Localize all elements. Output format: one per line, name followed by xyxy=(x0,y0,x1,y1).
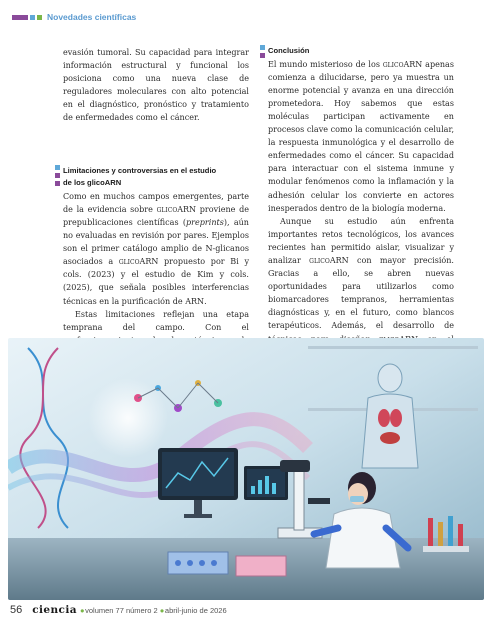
right-para-1 xyxy=(268,58,454,215)
limitations-heading xyxy=(63,165,249,190)
term-glicoarn: glicoARN xyxy=(309,256,349,265)
term-glicoarn: glicoARN xyxy=(382,59,423,69)
term-arn: ARN xyxy=(185,296,205,306)
heading-squares xyxy=(55,166,63,187)
page-footer xyxy=(10,604,227,620)
section-header xyxy=(12,10,136,24)
header-square-green xyxy=(37,15,42,20)
term-glicoarn: glicoARN xyxy=(118,257,159,267)
term-preprints: preprints xyxy=(185,217,224,227)
text-run: . xyxy=(204,296,207,306)
header-square-blue xyxy=(30,15,35,20)
lab-illustration xyxy=(8,338,484,600)
issue-volume: volumen 77 número 2 xyxy=(85,606,158,615)
heading-squares xyxy=(260,46,268,59)
left-para-1: evasión tumoral. Su capacidad para integrar información estructural y funcional los posiciona como una nueva clase de reguladores moleculares con alto potencial en el diagnóstico, pronóstico y tratamiento de enfermedades como el cáncer. xyxy=(63,48,249,123)
separator-dot: ● xyxy=(159,606,165,615)
text-run: Estas limitaciones reflejan una etapa temprana del campo. Con el xyxy=(63,309,249,332)
text-run: propuesto por Bi y cols. (2023) y el estudio de Kim y cols. (2025), que señala posibles interferencias técnicas en la purificación de xyxy=(63,257,249,306)
text-run: Como en muchos campos emergentes, parte de la evidencia sobre xyxy=(63,191,249,214)
heading-square-blue xyxy=(260,45,265,50)
text-run: proviene de prepublicaciones científicas ( xyxy=(63,204,249,227)
issue-info xyxy=(80,606,227,615)
text-run: ), aún no evaluadas en revisión por pares. Ejemplos son el primer catálogo amplio de N-glicanos asociados a xyxy=(63,217,249,267)
lab-illustration-svg xyxy=(8,338,484,600)
text-run: apenas comienza a dilucidarse, pero ya muestra un enorme potencial y avanza en una dirección prometedora. Hoy sabemos que estas moléculas participan activamente en procesos clave como la comunicación celular, la respuesta inmunológica y el desarrollo de enfermedades como el cáncer. Su capacidad para interactuar con el sistema inmune y modular fenómenos como la inflamación y la adhesión celular los convierte en actores inesperados dentro de la biología moderna. xyxy=(268,59,454,213)
text-run: con mayor precisión. Gracias a ello, se abren nuevas oportunidades para utilizarlos como biomarcadores tempranos, herramientas diagnósticas y, en el futuro, como blancos terapéuticos. Además, el desarrollo de xyxy=(268,256,454,331)
term-glicoarn: glicoARN xyxy=(156,204,197,214)
separator-dot: ● xyxy=(79,606,85,615)
conclusion-heading-text: Conclusión xyxy=(268,46,310,55)
sample-trays xyxy=(168,552,286,576)
page-number: 56 xyxy=(10,604,23,616)
magazine-brand: ciencia xyxy=(32,604,77,616)
heading-square-purple-2 xyxy=(55,181,60,186)
heading-square-purple xyxy=(55,173,60,178)
header-bar-decoration xyxy=(12,15,28,20)
limitations-heading-line-1: Limitaciones y controversias en el estudio xyxy=(63,165,217,175)
conclusion-heading xyxy=(268,45,454,58)
left-para-2 xyxy=(63,190,249,308)
issue-date: abril-junio de 2026 xyxy=(164,606,227,615)
text-run: Aunque su estudio aún enfrenta importantes retos tecnológicos, los avances recientes han permitido aislar, visualizar y analizar xyxy=(268,216,454,265)
limitations-heading-line-2: de los glicoARN xyxy=(63,178,122,188)
section-label: Novedades científicas xyxy=(47,12,137,22)
shelf xyxy=(308,346,478,349)
heading-square-purple xyxy=(260,53,265,58)
text-run: El mundo misterioso de los xyxy=(268,59,383,69)
heading-square-blue xyxy=(55,165,60,170)
